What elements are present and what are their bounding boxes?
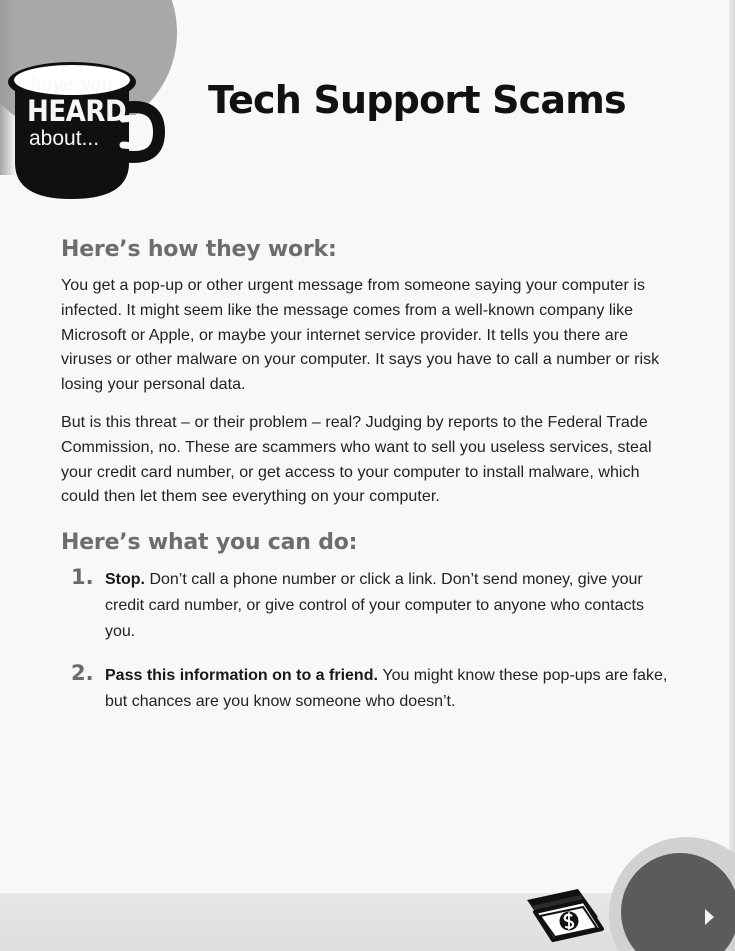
page-title: Tech Support Scams xyxy=(208,78,626,122)
section-heading-what-you-can-do: Here’s what you can do: xyxy=(61,529,358,555)
mug-badge-text xyxy=(27,76,127,149)
step-number-1: 1. xyxy=(71,565,94,590)
step-item-1 xyxy=(61,567,676,645)
action-steps-list xyxy=(61,567,676,715)
step-text-1: Don’t call a phone number or click a link. Don’t send money, give your credit card number, or give control of your computer to anyone who contacts you. xyxy=(105,571,644,641)
step-item-2 xyxy=(61,663,676,715)
badge-line-2: HEARD xyxy=(27,94,127,128)
step-title-2: Pass this information on to a friend. xyxy=(105,667,383,685)
paragraph-how-they-work-2: But is this threat – or their problem – real? Judging by reports to the Federal Trade Commission, no. These are scammers who want to sell you useless services, steal your credit card number, or get access to your computer to install malware, which could then let them see everything on your computer. xyxy=(61,414,652,506)
step-text-2: You might know these pop-ups are fake, but chances are you know someone who doesn’t. xyxy=(105,667,668,711)
coffee-mug-badge xyxy=(5,52,167,202)
next-arrow-icon[interactable] xyxy=(705,909,714,925)
page-right-edge xyxy=(729,0,735,951)
money-icon-wrapper xyxy=(520,882,605,947)
section-heading-how-they-work: Here’s how they work: xyxy=(61,237,337,262)
paragraph-how-they-work-1: You get a pop-up or other urgent message from someone saying your computer is infected. It might seem like the message comes from a well-known company like Microsoft or Apple, or maybe your internet service provider. It tells you there are viruses or other malware on your computer. It says you have to call a number or risk losing your personal data. xyxy=(61,277,660,393)
step-number-2: 2. xyxy=(71,661,94,686)
money-icon xyxy=(520,882,605,947)
main-content xyxy=(61,230,676,733)
badge-line-3: about... xyxy=(29,127,100,150)
step-title-1: Stop. xyxy=(105,571,150,589)
badge-line-1: have you xyxy=(30,74,114,95)
